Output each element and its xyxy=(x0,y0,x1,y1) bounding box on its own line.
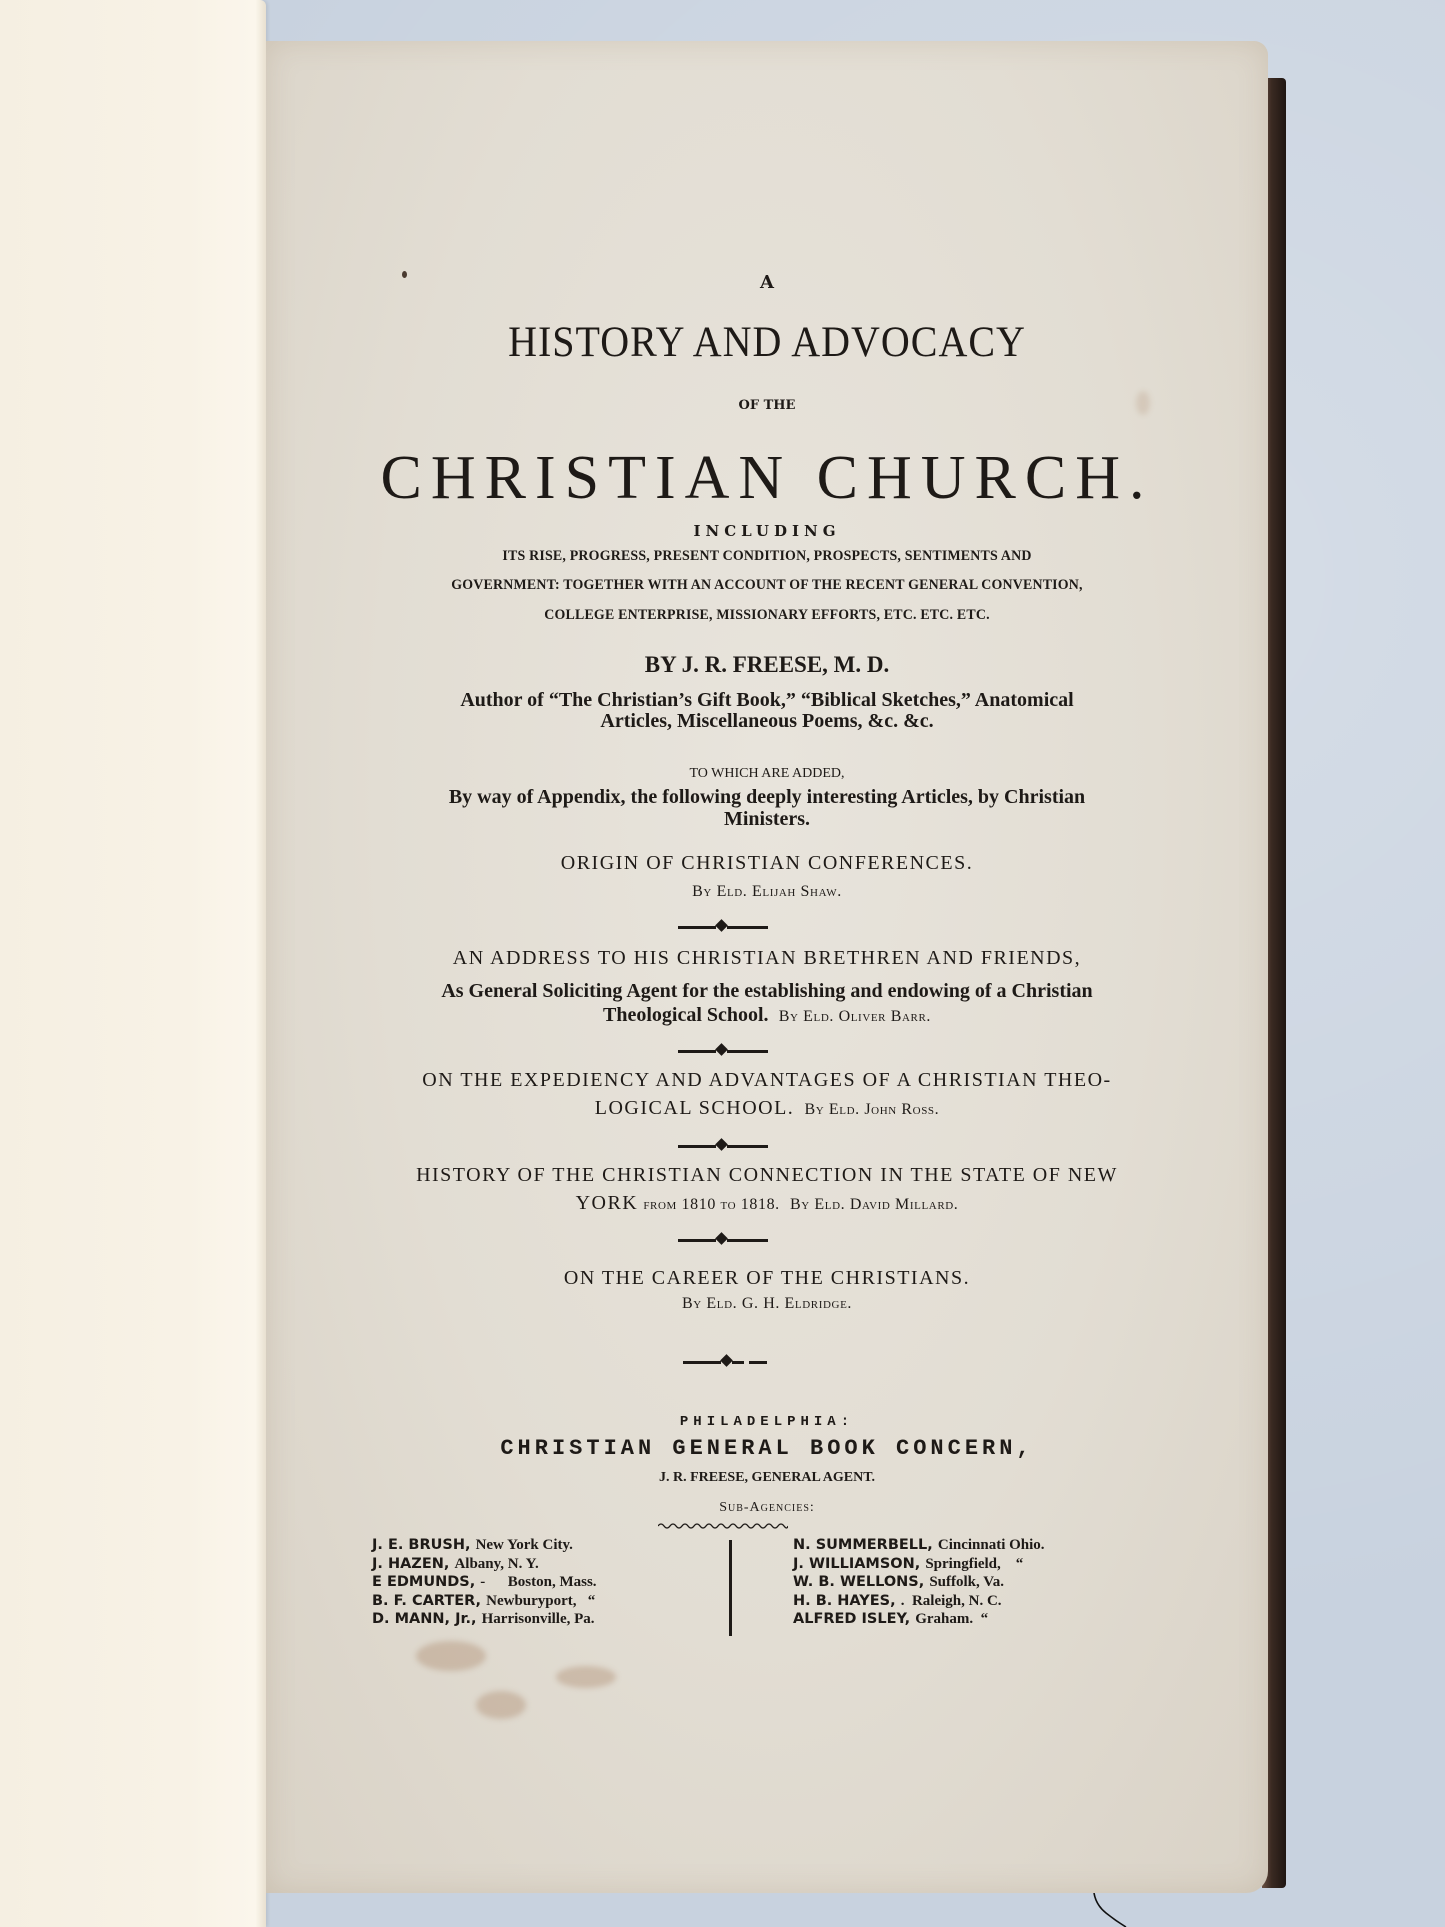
agent-place: Cincinnati Ohio. xyxy=(937,1537,1045,1553)
agent-place: . Raleigh, N. C. xyxy=(900,1592,1002,1609)
subtitle-line: GOVERNMENT: TOGETHER WITH AN ACCOUNT OF THE RECENT GENERAL CONVENTION, xyxy=(451,577,1083,593)
agent-name: B. F. CARTER, xyxy=(372,1592,482,1609)
article-byline: By Eld. G. H. Eldridge. xyxy=(681,1295,852,1312)
sub-agents-left-column xyxy=(372,1536,597,1629)
agent-name: D. MANN, Jr., xyxy=(372,1611,477,1628)
including-label: INCLUDING xyxy=(693,522,841,540)
article-title: ORIGIN OF CHRISTIAN CONFERENCES. xyxy=(560,852,974,874)
article-title: HISTORY OF THE CHRISTIAN CONNECTION IN THE STATE OF NEW xyxy=(416,1164,1118,1186)
column-divider xyxy=(729,1540,732,1636)
sub-agencies-label: Sub-Agencies: xyxy=(719,1500,815,1515)
article-byline: By Eld. Oliver Barr. xyxy=(778,1008,932,1025)
loose-thread xyxy=(1092,1893,1132,1927)
appendix-intro-line: By way of Appendix, the following deeply interesting Articles, by Christian xyxy=(448,786,1086,808)
article-byline: By Eld. David Millard. xyxy=(789,1196,959,1213)
sub-agent-entry xyxy=(372,1592,597,1611)
agent-name: N. SUMMERBELL, xyxy=(793,1537,933,1553)
article-description: Theological School. xyxy=(602,1004,769,1026)
agent-place: Springfield, “ xyxy=(925,1555,1024,1572)
agent-place: Graham. “ xyxy=(915,1611,989,1628)
ornament-divider xyxy=(678,921,768,933)
subtitle-line: COLLEGE ENTERPRISE, MISSIONARY EFFORTS, ETC. ETC. ETC. xyxy=(544,607,990,623)
foxing-stain xyxy=(416,1641,486,1671)
ornament-divider xyxy=(678,1140,768,1152)
agent-name: W. B. WELLONS, xyxy=(793,1574,925,1591)
article-date-range: from 1810 to 1818. xyxy=(643,1196,780,1213)
sub-agent-entry xyxy=(793,1536,1045,1555)
ornament-divider xyxy=(678,1045,768,1057)
sub-agent-entry xyxy=(372,1536,597,1555)
agent-place: New York City. xyxy=(475,1537,573,1553)
article-description-with-byline xyxy=(266,1004,1268,1027)
article-byline: By Eld. John Ross. xyxy=(804,1101,940,1118)
title-article: A xyxy=(760,272,774,293)
sub-agent-entry xyxy=(372,1610,597,1629)
sub-agent-entry xyxy=(372,1573,597,1592)
wavy-rule xyxy=(658,1522,788,1530)
author-credits-line: Articles, Miscellaneous Poems, &c. &c. xyxy=(600,710,934,732)
title-line-1: HISTORY AND ADVOCACY xyxy=(508,317,1026,366)
ornament-divider xyxy=(678,1234,768,1246)
agent-place: Harrisonville, Pa. xyxy=(481,1611,595,1628)
article-title-with-byline xyxy=(266,1192,1268,1215)
sub-agent-entry xyxy=(793,1573,1045,1592)
article-byline: By Eld. Elijah Shaw. xyxy=(692,883,842,900)
article-title: ON THE EXPEDIENCY AND ADVANTAGES OF A CHRISTIAN THEO- xyxy=(422,1069,1112,1091)
agent-place: - Boston, Mass. xyxy=(480,1574,597,1591)
left-flyleaf-page xyxy=(0,0,266,1927)
article-title: LOGICAL SCHOOL. xyxy=(594,1097,795,1119)
ornament-divider xyxy=(683,1356,773,1368)
article-title-with-byline xyxy=(266,1097,1268,1120)
agent-name: H. B. HAYES, xyxy=(793,1592,896,1609)
foxing-stain xyxy=(556,1666,616,1688)
foxing-stain xyxy=(476,1691,526,1719)
imprint-agent: J. R. FREESE, GENERAL AGENT. xyxy=(658,1470,875,1485)
author-credits-line: Author of “The Christian’s Gift Book,” “Biblical Sketches,” Anatomical xyxy=(460,689,1074,711)
agent-name: E EDMUNDS, xyxy=(372,1574,476,1591)
sub-agent-entry xyxy=(793,1555,1045,1574)
sub-agent-entry xyxy=(793,1592,1045,1611)
article-description: As General Soliciting Agent for the establishing and endowing of a Christian xyxy=(441,980,1093,1002)
agent-name: J. WILLIAMSON, xyxy=(793,1555,921,1572)
imprint-publisher: CHRISTIAN GENERAL BOOK CONCERN, xyxy=(500,1436,1034,1461)
agent-name: J. E. BRUSH, xyxy=(372,1537,471,1553)
imprint-city: PHILADELPHIA: xyxy=(679,1414,855,1430)
appendix-label: TO WHICH ARE ADDED, xyxy=(689,766,845,781)
subtitle-line: ITS RISE, PROGRESS, PRESENT CONDITION, PROSPECTS, SENTIMENTS AND xyxy=(502,548,1032,564)
title-line-2: CHRISTIAN CHURCH. xyxy=(380,444,1154,512)
article-title: ON THE CAREER OF THE CHRISTIANS. xyxy=(563,1267,971,1289)
sub-agent-entry xyxy=(372,1555,597,1574)
appendix-intro-line: Ministers. xyxy=(723,808,811,830)
agent-place: Albany, N. Y. xyxy=(454,1555,539,1572)
article-title: YORK xyxy=(575,1192,639,1214)
agent-name: ALFRED ISLEY, xyxy=(793,1611,911,1628)
agent-place: Newburyport, “ xyxy=(486,1592,596,1609)
sub-agent-entry xyxy=(793,1610,1045,1629)
sub-agents-right-column xyxy=(793,1536,1045,1629)
title-connector: OF THE xyxy=(738,398,796,413)
article-title: AN ADDRESS TO HIS CHRISTIAN BRETHREN AND FRIENDS, xyxy=(452,947,1082,969)
agent-place: Suffolk, Va. xyxy=(929,1574,1004,1591)
author-line: BY J. R. FREESE, M. D. xyxy=(644,652,890,677)
agent-name: J. HAZEN, xyxy=(372,1555,450,1572)
